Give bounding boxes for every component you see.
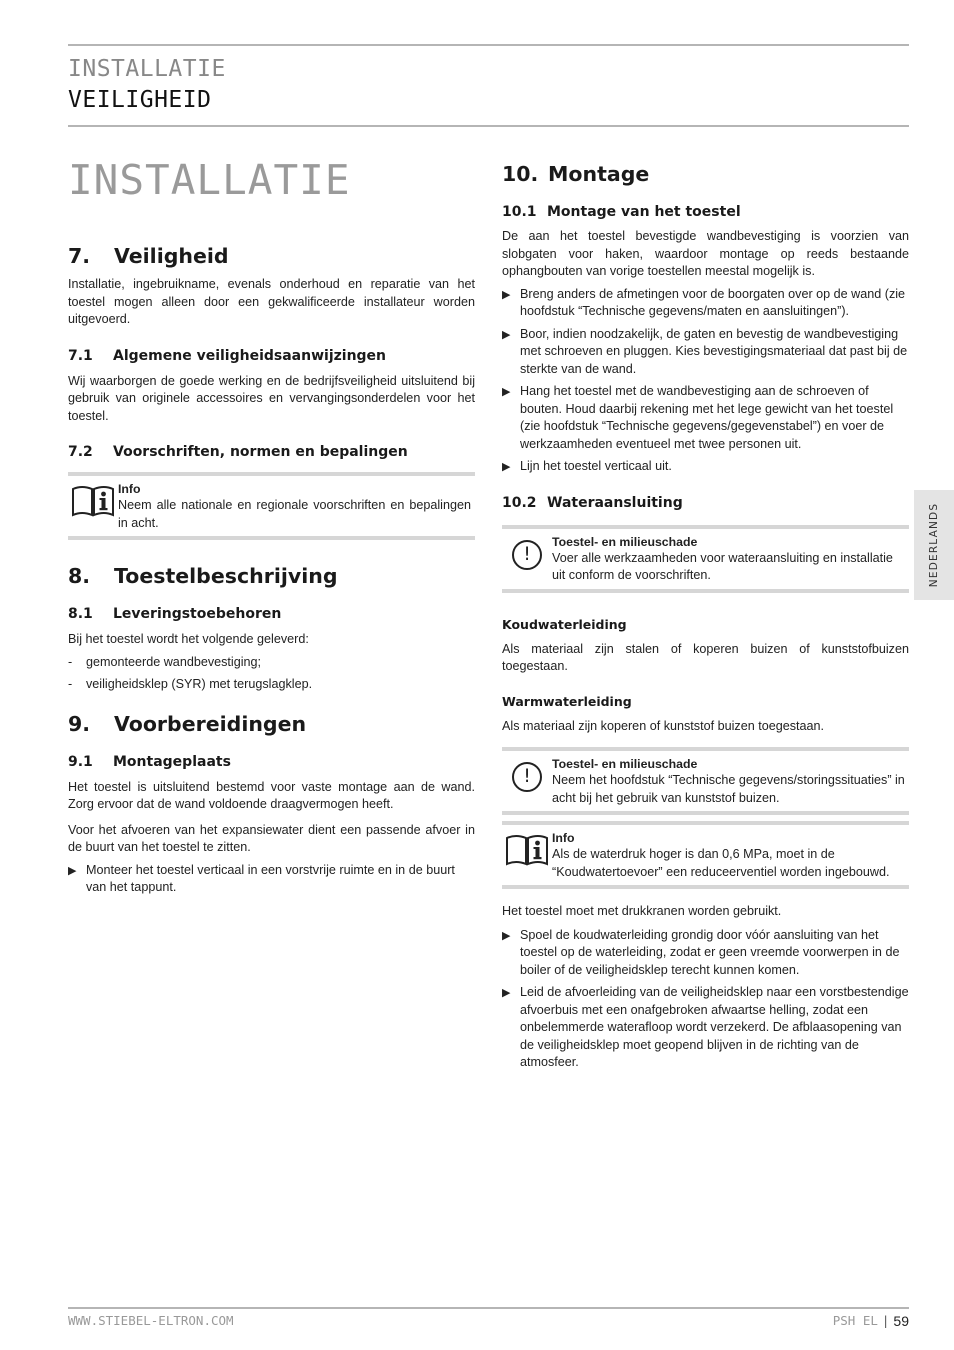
header-bottom-rule xyxy=(68,125,909,127)
section-number: 9. xyxy=(68,711,91,736)
bullet-item: ▶ Spoel de koudwaterleiding grondig door vóór aansluiting van het toestel op de waterleiding, zodat er geen vreemde voorwerpen in de boiler of de veiligheidsklep terecht kunnen komen. xyxy=(502,927,900,977)
subsection-heading xyxy=(68,754,475,770)
warning-text: Voer alle werkzaamheden voor wateraansluiting en installatie uit conform de voorschriften. xyxy=(552,550,893,582)
bullet-item: ▶ Hang het toestel met de wandbevestiging aan de schroeven of bouten. Houd daarbij rekening met het lege gewicht van het toestel (zie hoofdstuk “Technische gegevens/gegevenstabel”) en voer de werkzaamheden eventueel met twee personen uit. xyxy=(502,384,894,451)
subsection-heading xyxy=(68,606,475,622)
footer-rule xyxy=(68,1307,909,1309)
subsection-title: Voorschriften, normen en bepalingen xyxy=(113,444,408,460)
subsection-title: Algemene veiligheidsaanwijzingen xyxy=(113,347,387,364)
warning-box xyxy=(502,747,909,815)
subsection-number: 9.1 xyxy=(68,753,93,770)
subsection-heading xyxy=(68,348,475,364)
footer-product: PSH EL xyxy=(832,1313,878,1328)
right-column xyxy=(502,162,909,1072)
paragraph: Het toestel moet met drukkranen worden gebruikt. xyxy=(502,904,782,918)
warning-text: Neem het hoofdstuk “Technische gegevens/storingssituaties” in acht bij het gebruik van kunststof buizen. xyxy=(552,773,905,805)
header-top-rule xyxy=(68,44,909,46)
section-heading xyxy=(68,244,475,268)
subsection-number: 10.1 xyxy=(502,204,537,220)
language-label: NEDERLANDS xyxy=(928,502,940,588)
subsection-number: 7.2 xyxy=(68,444,93,460)
subsection-heading xyxy=(68,444,475,460)
info-box xyxy=(68,472,475,540)
bullet-item: ▶ Lijn het toestel verticaal uit. xyxy=(502,459,672,473)
paragraph: Installatie, ingebruikname, evenals onderhoud en reparatie van het toestel mogen alleen door een gekwalificeerde installateur worden uitgevoerd. xyxy=(68,277,475,326)
paragraph: De aan het toestel bevestigde wandbevestiging is voorzien van slobgaten voor haken, waardoor montage op reeds bestaande ophangbouten van vorige toestellen meestal mogelijk is. xyxy=(502,229,909,278)
page-title: INSTALLATIE xyxy=(68,156,351,204)
footer-page-info xyxy=(833,1313,909,1329)
paragraph: Bij het toestel wordt het volgende geleverd: xyxy=(68,632,309,646)
subsection-number: 7.1 xyxy=(68,347,93,364)
paragraph: Als materiaal zijn stalen of koperen buizen of kunststofbuizen toegestaan. xyxy=(502,641,909,673)
bullet-item: ▶ Monteer het toestel verticaal in een vorstvrije ruimte en in de buurt van het tappunt. xyxy=(68,862,455,894)
info-box xyxy=(502,821,909,889)
list-item: - gemonteerde wandbevestiging; xyxy=(68,654,262,669)
info-title: Info xyxy=(118,482,141,496)
section-title: Veiligheid xyxy=(114,244,229,268)
subsection-title: Leveringstoebehoren xyxy=(113,606,282,622)
section-number: 10. xyxy=(502,162,539,186)
subsection-title: Montage van het toestel xyxy=(547,204,741,220)
page-number: 59 xyxy=(893,1313,909,1329)
header-section: INSTALLATIE xyxy=(68,56,226,82)
section-number: 7. xyxy=(68,244,91,268)
subsection-number: 10.2 xyxy=(502,494,537,511)
header-subsection: VEILIGHEID xyxy=(68,87,212,113)
footer-url: WWW.STIEBEL-ELTRON.COM xyxy=(68,1313,234,1328)
info-text: Als de waterdruk hoger is dan 0,6 MPa, moet in de “Koudwatertoevoer” een reduceerventiel worden ingebouwd. xyxy=(552,847,890,879)
language-side-tab xyxy=(914,490,954,600)
paragraph: Voor het afvoeren van het expansiewater dient een passende afvoer in de buurt van het toestel te zitten. xyxy=(68,822,475,854)
subsection-heading xyxy=(502,204,909,220)
warning-title: Toestel- en milieuschade xyxy=(552,534,698,549)
section-heading xyxy=(68,564,475,588)
section-title: Voorbereidingen xyxy=(114,711,307,736)
paragraph: Als materiaal zijn koperen of kunststof buizen toegestaan. xyxy=(502,718,825,733)
paragraph: Het toestel is uitsluitend bestemd voor vaste montage aan de wand. Zorg ervoor dat de wand voldoende draagvermogen heeft. xyxy=(68,779,475,811)
section-heading xyxy=(502,162,909,186)
bullet-item: ▶ Boor, indien noodzakelijk, de gaten en bevestig de wandbevestiging met schroeven en pluggen. Kies bevestigingsmateriaal dat past bij de sterkte van de wand. xyxy=(502,326,908,376)
minor-heading: Warmwaterleiding xyxy=(502,693,632,709)
subsection-number: 8.1 xyxy=(68,606,93,622)
bullet-item: ▶ Breng anders de afmetingen voor de boorgaten over op de wand (zie hoofdstuk “Technische gegevens/maten en aansluitingen”). xyxy=(502,286,906,318)
section-title: Montage xyxy=(548,162,650,186)
paragraph: Wij waarborgen de goede werking en de bedrijfsveiligheid uitsluitend bij gebruik van originele accessoires en vervangingsonderdelen voor het toestel. xyxy=(68,373,475,423)
info-title: Info xyxy=(552,831,575,845)
section-title: Toestelbeschrijving xyxy=(114,564,338,588)
subsection-title: Montageplaats xyxy=(113,753,231,770)
info-book-icon xyxy=(68,481,118,532)
bullet-item: ▶ Leid de afvoerleiding van de veiligheidsklep naar een vorstbestendige afvoerbuis met een onafgebroken afwaartse helling, zodat een onbelemmerde waterafloop wordt verzekerd. De afblaasopening van de veiligheidsklep moet geopend blijven in de richting van de atmosfeer. xyxy=(502,985,909,1069)
warning-exclamation-icon: ! xyxy=(512,540,542,570)
minor-heading: Koudwaterleiding xyxy=(502,616,627,632)
warning-exclamation-icon: ! xyxy=(512,762,542,792)
section-number: 8. xyxy=(68,564,91,588)
subsection-heading xyxy=(502,495,909,511)
section-heading xyxy=(68,712,475,736)
subsection-title: Wateraansluiting xyxy=(547,494,683,511)
info-text: Neem alle nationale en regionale voorschriften en bepalingen in acht. xyxy=(118,498,471,530)
footer-separator: | xyxy=(881,1313,890,1328)
info-book-icon xyxy=(502,830,552,881)
warning-title: Toestel- en milieuschade xyxy=(552,757,698,771)
list-item: - veiligheidsklep (SYR) met terugslagklep. xyxy=(68,677,313,691)
left-column xyxy=(68,244,475,897)
warning-box xyxy=(502,525,909,593)
